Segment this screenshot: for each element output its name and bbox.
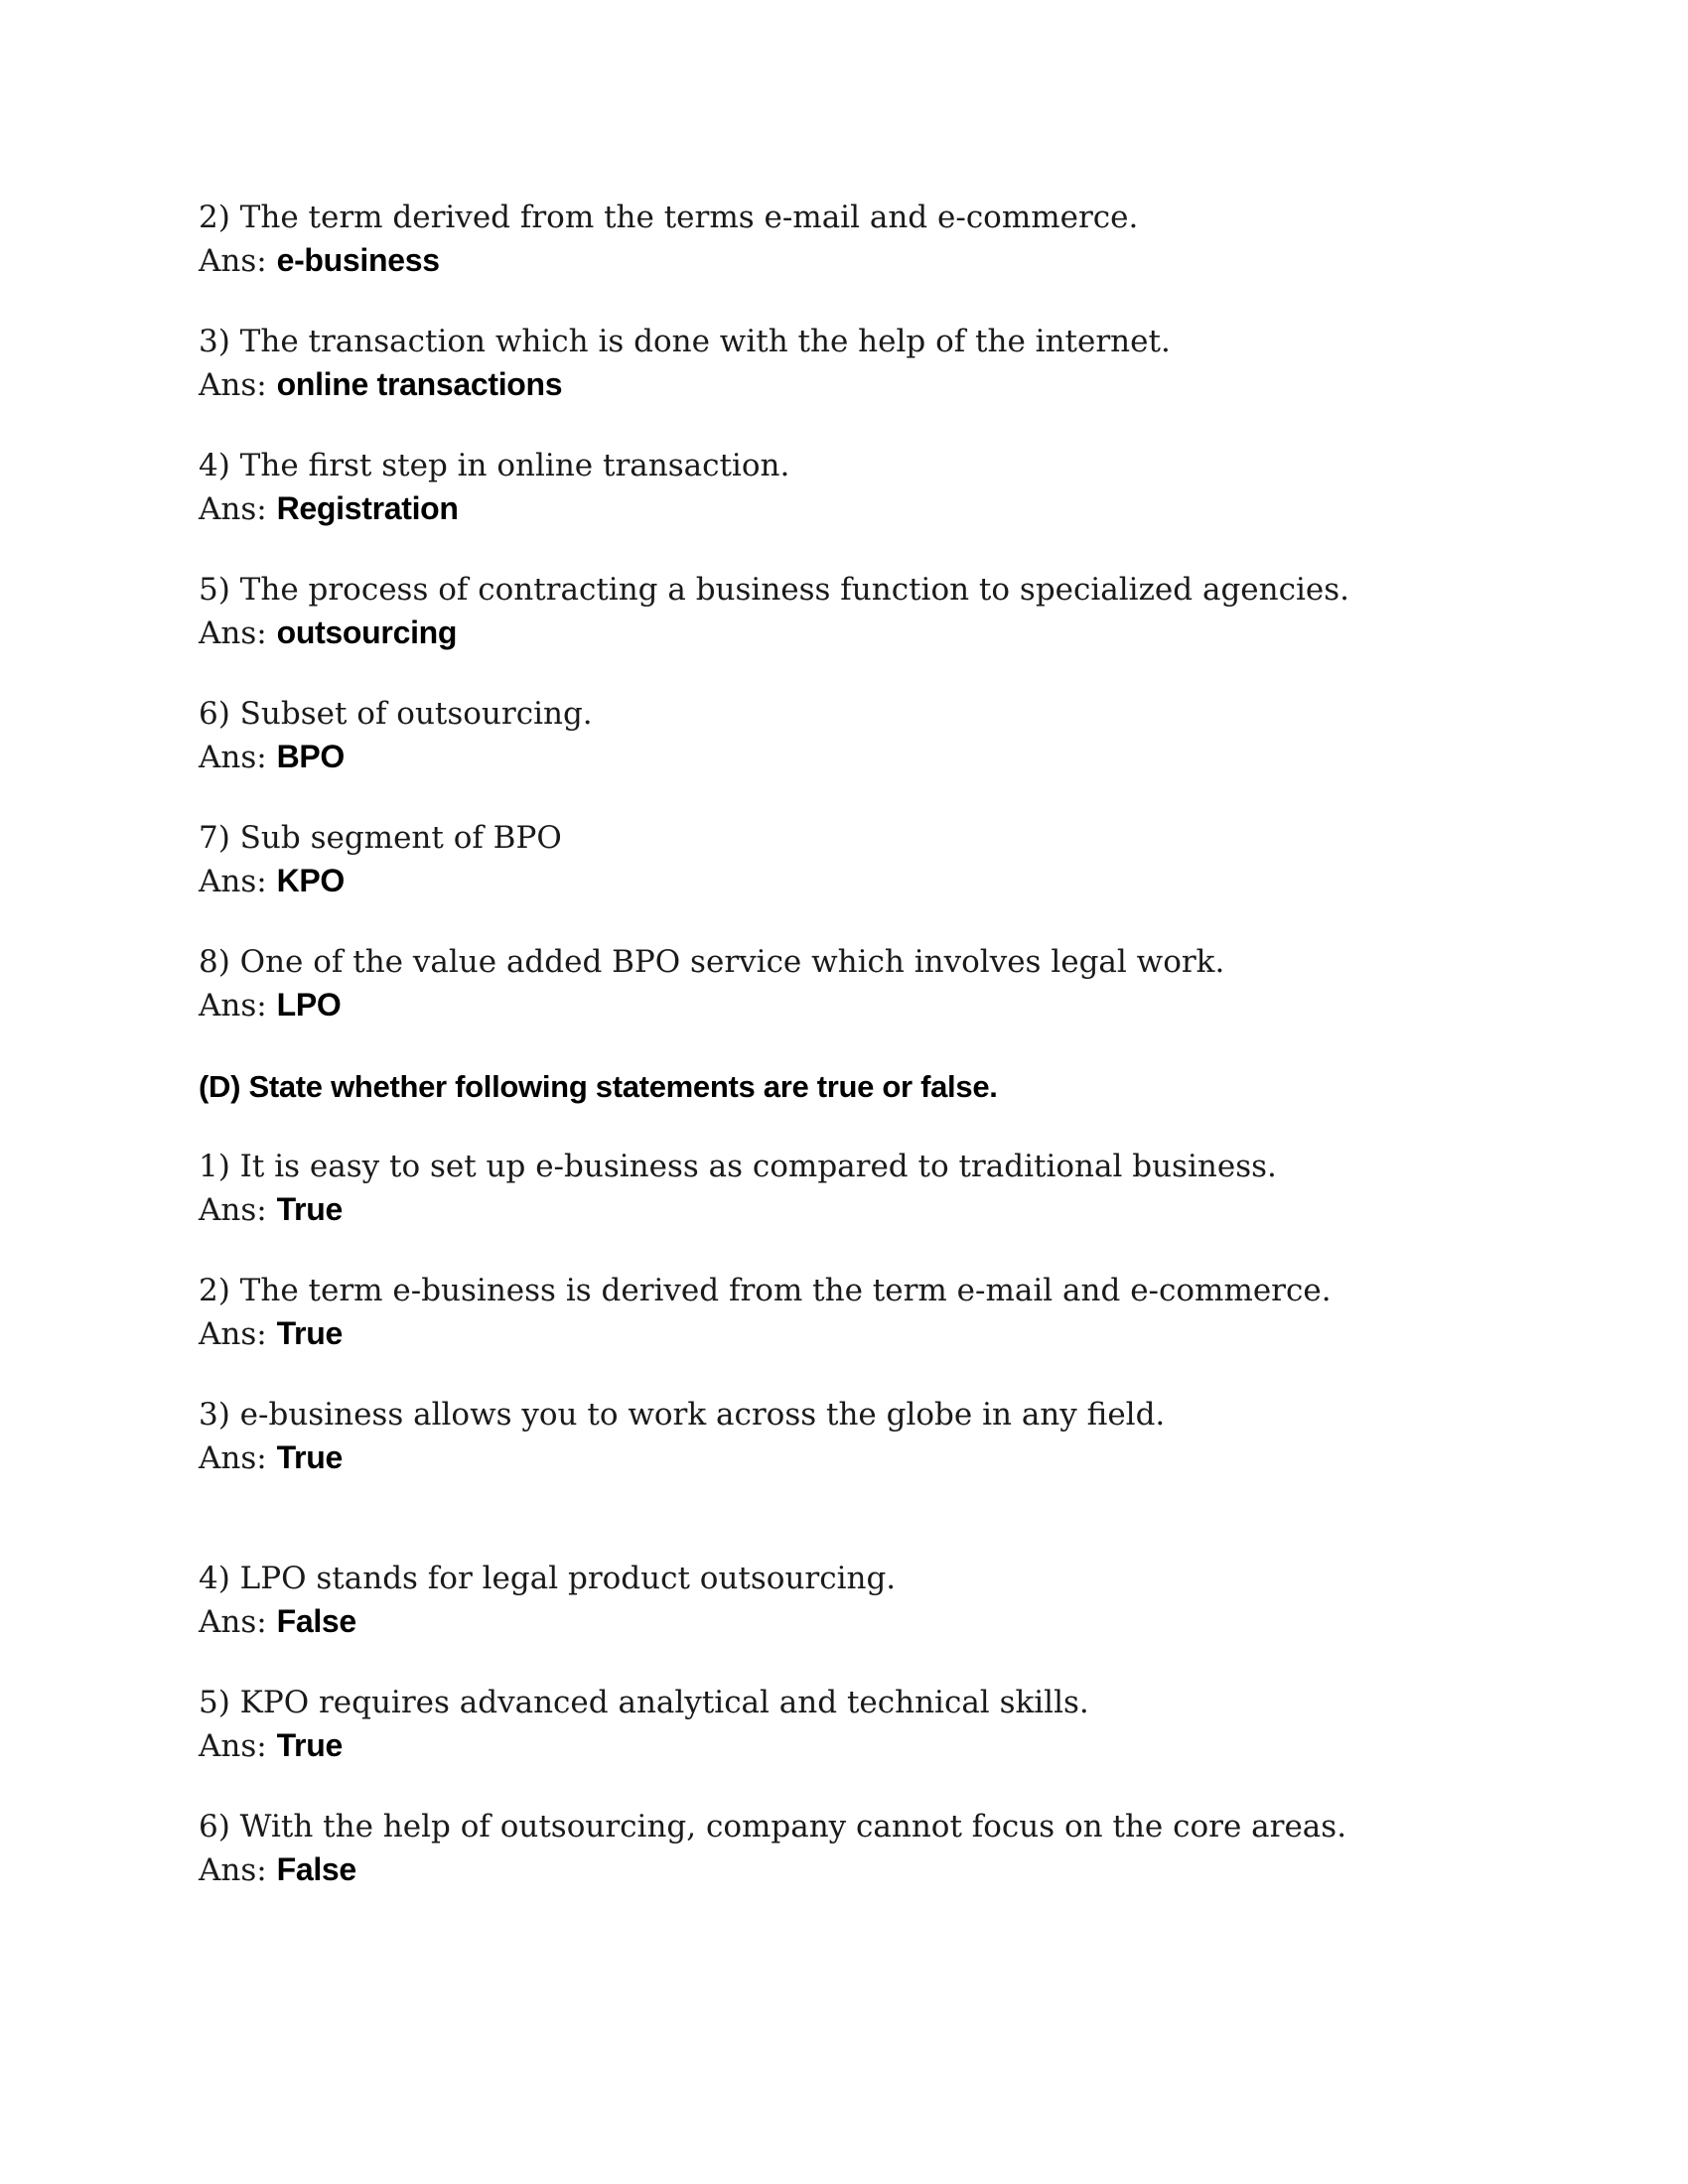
answer-line: [199, 239, 1529, 283]
question-text: 7) Sub segment of BPO: [199, 820, 562, 856]
ans-label: Ans:: [199, 1316, 267, 1352]
answer-value: True: [276, 1315, 343, 1351]
qa-item-d2: [199, 1270, 1529, 1356]
ans-label: Ans:: [199, 615, 267, 651]
answer-value: True: [276, 1727, 343, 1763]
answer-line: [199, 363, 1529, 407]
qa-item-c2: [199, 197, 1529, 283]
answer-value: e-business: [276, 242, 440, 278]
qa-item-d3: [199, 1394, 1529, 1480]
answer-line: [199, 487, 1529, 531]
answer-line: [199, 1188, 1529, 1232]
ans-label: Ans:: [199, 1604, 267, 1640]
qa-item-c7: [199, 817, 1529, 903]
answer-value: True: [276, 1439, 343, 1475]
answer-line: [199, 1848, 1529, 1892]
answer-value: LPO: [276, 987, 342, 1023]
qa-item-c3: [199, 321, 1529, 407]
answer-value: False: [276, 1851, 356, 1887]
question-text: 1) It is easy to set up e-business as compared to traditional business.: [199, 1149, 1277, 1184]
qa-item-c4: [199, 445, 1529, 531]
ans-label: Ans:: [199, 367, 267, 403]
answer-line: [199, 612, 1529, 655]
question-text: 2) The term derived from the terms e-mail and e-commerce.: [199, 200, 1139, 235]
question-text: 4) LPO stands for legal product outsourcing.: [199, 1561, 897, 1596]
qa-item-d5: [199, 1682, 1529, 1768]
ans-label: Ans:: [199, 1728, 267, 1764]
question-text: 8) One of the value added BPO service which involves legal work.: [199, 944, 1225, 980]
section-d-heading: (D) State whether following statements are true or false.: [199, 1069, 998, 1104]
ans-label: Ans:: [199, 243, 267, 279]
question-text: 5) The process of contracting a business function to specialized agencies.: [199, 572, 1349, 608]
ans-label: Ans:: [199, 491, 267, 527]
question-text: 3) The transaction which is done with the help of the internet.: [199, 324, 1171, 359]
answer-line: [199, 984, 1529, 1027]
ans-label: Ans:: [199, 1852, 267, 1888]
answer-line: [199, 860, 1529, 903]
qa-item-d4: [199, 1558, 1529, 1644]
document-page: [199, 197, 1529, 1930]
question-text: 5) KPO requires advanced analytical and technical skills.: [199, 1685, 1089, 1720]
answer-value: Registration: [276, 490, 459, 526]
qa-item-d6: [199, 1806, 1529, 1892]
qa-item-d1: [199, 1146, 1529, 1232]
answer-value: online transactions: [276, 366, 563, 402]
answer-line: [199, 1724, 1529, 1768]
ans-label: Ans:: [199, 740, 267, 775]
ans-label: Ans:: [199, 864, 267, 899]
answer-line: [199, 1600, 1529, 1644]
answer-value: BPO: [276, 739, 346, 774]
qa-item-c5: [199, 569, 1529, 655]
answer-line: [199, 1312, 1529, 1356]
question-text: 6) With the help of outsourcing, company cannot focus on the core areas.: [199, 1809, 1347, 1844]
qa-item-c8: [199, 941, 1529, 1027]
question-text: 3) e-business allows you to work across the globe in any field.: [199, 1397, 1166, 1433]
question-text: 2) The term e-business is derived from the term e-mail and e-commerce.: [199, 1273, 1332, 1308]
ans-label: Ans:: [199, 1440, 267, 1476]
answer-value: True: [276, 1191, 343, 1227]
answer-value: outsourcing: [276, 614, 458, 650]
question-text: 6) Subset of outsourcing.: [199, 696, 593, 732]
answer-value: False: [276, 1603, 356, 1639]
answer-value: KPO: [276, 863, 346, 898]
ans-label: Ans:: [199, 1192, 267, 1228]
ans-label: Ans:: [199, 988, 267, 1024]
qa-item-c6: [199, 693, 1529, 779]
answer-line: [199, 736, 1529, 779]
question-text: 4) The first step in online transaction.: [199, 448, 790, 483]
answer-line: [199, 1436, 1529, 1480]
